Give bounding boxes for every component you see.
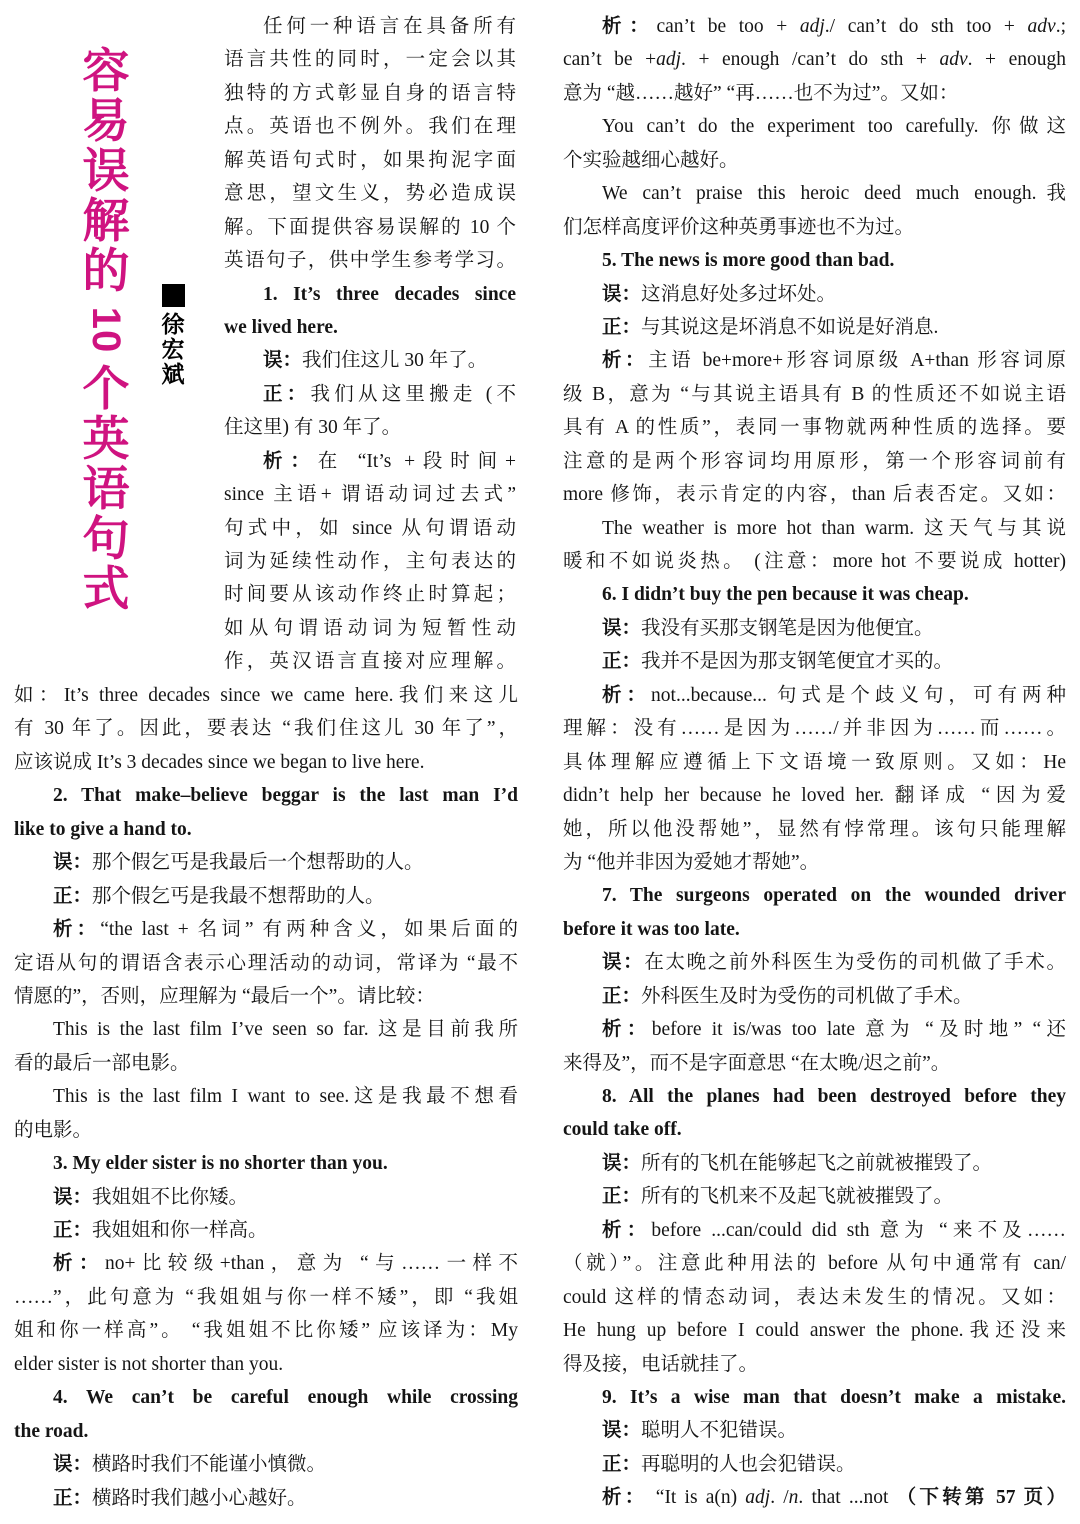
text: 理解：没有……是因为……/并非因为……而……。 <box>563 718 1066 740</box>
bold-text: before it was too late. <box>563 918 740 940</box>
text: 我没有买那支钢笔是因为他便宜。 <box>641 617 934 639</box>
bold-text: 4. We can’t be careful enough while crossing <box>53 1387 518 1409</box>
text: 具体理解应遵循上下文语境一致原则。又如：He <box>563 751 1066 773</box>
text-line <box>14 712 518 745</box>
text-line <box>14 779 518 812</box>
text-line <box>563 77 1066 110</box>
text-line <box>563 980 1066 1013</box>
title-char: 式 <box>82 562 130 615</box>
bold-text: 7. The surgeons operated on the wounded driver <box>602 885 1066 907</box>
text: 具有 A 的性质”，表同一事物就两种性质的选择。要 <box>563 417 1066 439</box>
author-square-marker-icon <box>162 284 185 307</box>
text: . / <box>770 1487 789 1509</box>
text: 那个假乞丐是我最后一个想帮助的人。 <box>92 852 424 874</box>
text: 与其说这是坏消息不如说是好消息. <box>641 316 939 338</box>
text-line <box>563 1281 1066 1314</box>
italic-text: adj <box>745 1487 771 1509</box>
text-line <box>224 177 516 210</box>
text: no+比较级+than，意为 “与……一样不 <box>104 1253 518 1275</box>
text: 暖和不如说炎热。 (注意：more hot 不要说成 hotter) <box>563 551 1066 572</box>
text: 横路时我们不能谨小慎微。 <box>92 1454 327 1476</box>
text: .; <box>1055 16 1066 37</box>
bold-text: 正： <box>263 383 311 405</box>
bold-text: 析： <box>602 1019 652 1041</box>
text-line <box>14 1080 518 1113</box>
text-line <box>224 578 516 611</box>
text-line <box>563 10 1066 43</box>
bold-text: 误： <box>602 1152 642 1174</box>
author-name-chars <box>162 312 185 387</box>
text: 应该说成 It’s 3 decades since we began to live here. <box>14 751 425 773</box>
bold-text: could take off. <box>563 1119 682 1141</box>
text: The weather is more hot than warm. 这天气与其说 <box>602 517 1066 539</box>
text-line <box>563 144 1066 177</box>
text-line <box>563 177 1066 210</box>
text: 英语句子，供中学生参考学习。 <box>224 250 516 272</box>
text: 我并不是因为那支钢笔便宜才买的。 <box>641 651 954 673</box>
text-line <box>14 880 518 913</box>
text: 那个假乞丐是我最不想帮助的人。 <box>92 885 385 907</box>
text-line <box>14 1214 518 1247</box>
text: . + enough <box>967 49 1066 71</box>
text-line <box>563 813 1066 846</box>
title-char: 10 <box>84 306 128 354</box>
text: 个实验越细心越好。 <box>563 149 739 171</box>
text: before ...can/could did sth 意为 “来不及…… <box>651 1219 1066 1241</box>
text-line <box>14 679 518 712</box>
bold-text: 误： <box>263 350 303 372</box>
text-line <box>224 43 516 76</box>
bold-text: 正： <box>53 1487 93 1509</box>
text: 如从句谓语动词为短暂性动 <box>224 617 516 639</box>
text-line <box>563 43 1066 76</box>
italic-text: adv <box>939 49 968 71</box>
text: 她，所以他没帮她”，显然有悖常理。该句只能理解 <box>563 818 1066 840</box>
text: 点。英语也不例外。我们在理 <box>224 116 516 138</box>
bold-text: 正： <box>53 885 93 907</box>
bold-text: like to give a hand to. <box>14 818 192 840</box>
text: 在太晚之前外科医生为受伤的司机做了手术。 <box>644 952 1066 974</box>
bold-text: 析： <box>602 1219 652 1241</box>
text-line <box>14 980 518 1013</box>
bold-text: 误： <box>602 617 642 639</box>
bold-text: 1. It’s three decades since <box>263 283 516 305</box>
text: 语言共性的同时，一定会以其 <box>224 49 516 71</box>
text-line <box>563 1448 1066 1481</box>
bold-text: 析： <box>602 684 652 706</box>
bold-text: 2. That make–believe beggar is the last man I’d <box>53 785 518 807</box>
text-line <box>563 378 1066 411</box>
text-line <box>224 311 516 344</box>
text-line <box>14 913 518 946</box>
text-line <box>563 1414 1066 1447</box>
title-char: 易 <box>82 94 130 147</box>
text-line <box>563 879 1066 912</box>
bold-text: 误： <box>53 1454 93 1476</box>
bold-text: 析： <box>602 1487 648 1509</box>
text: 独特的方式彰显自身的语言特 <box>224 82 516 104</box>
text: elder sister is not shorter than you. <box>14 1353 284 1375</box>
text: 横路时我们越小心越好。 <box>92 1487 307 1509</box>
text-line <box>563 311 1066 344</box>
bold-text: 误： <box>602 283 642 305</box>
text: since 主语+ 谓语动词过去式” <box>224 484 516 506</box>
text-line <box>563 244 1066 277</box>
italic-text: adj <box>799 16 825 37</box>
text-line <box>563 1147 1066 1180</box>
bold-text: 正： <box>53 1220 93 1241</box>
bold-text: 正： <box>602 651 642 673</box>
text: . + enough /can’t do sth + <box>681 49 940 71</box>
text: 级 B，意为 “与其说主语具有 B 的性质还不如说主语 <box>563 383 1066 405</box>
text: . that ...not <box>798 1487 897 1509</box>
text: 解英语句式时，如果拘泥字面 <box>224 149 516 171</box>
title-char: 的 <box>82 244 130 297</box>
text: 时间要从该动作终止时算起； <box>224 584 516 606</box>
text: 外科医生及时为受伤的司机做了手术。 <box>641 985 973 1007</box>
text: 这消息好处多过坏处。 <box>641 283 837 305</box>
bold-text: 析： <box>263 450 318 472</box>
right-column <box>563 10 1066 1515</box>
text-line <box>224 612 516 645</box>
bold-text: we lived here. <box>224 316 338 338</box>
text: 来得及”，而不是字面意思 “在太晚/迟之前”。 <box>563 1052 951 1074</box>
text-line <box>563 746 1066 779</box>
text: ……”，此句意为 “我姐姐与你一样不矮”，即 “我姐 <box>14 1286 518 1308</box>
text-line <box>14 1147 518 1180</box>
text: 所有的飞机来不及起飞就被摧毁了。 <box>641 1186 954 1208</box>
text-line <box>14 1013 518 1046</box>
text-line <box>14 1381 518 1414</box>
text-line <box>14 1314 518 1347</box>
title-char: 误 <box>82 144 130 197</box>
bold-text: 误： <box>602 952 645 974</box>
text: 的电影。 <box>14 1119 93 1141</box>
text: This is the last film I’ve seen so far. 这是目前我所 <box>53 1019 518 1041</box>
text-line <box>563 1381 1066 1414</box>
text: more 修饰，表示肯定的内容，than 后表否定。又如： <box>563 484 1066 506</box>
text-line <box>224 445 516 478</box>
text-line <box>224 77 516 110</box>
text-line <box>563 110 1066 143</box>
text-line <box>563 211 1066 244</box>
author-name-char: 宏 <box>161 336 185 362</box>
text-line <box>14 1047 518 1080</box>
text-line <box>563 645 1066 678</box>
text: 我们住这儿 30 年了。 <box>302 350 488 372</box>
text-line <box>563 1113 1066 1146</box>
text-line <box>563 445 1066 478</box>
text-line <box>563 578 1066 611</box>
text: 注意的是两个形容词均用原形，第一个形容词前有 <box>563 450 1066 472</box>
bold-text: 析： <box>53 1253 105 1275</box>
bold-text: 8. All the planes had been destroyed before they <box>602 1086 1066 1107</box>
bold-text: 3. My elder sister is no shorter than you. <box>53 1153 388 1175</box>
text: 句式中，如 since 从句谓语动 <box>224 517 516 539</box>
text-line <box>224 478 516 511</box>
bold-text: 析： <box>53 919 101 941</box>
text-line <box>14 1415 518 1448</box>
text: 解。下面提供容易误解的 10 个 <box>224 216 516 238</box>
title-char: 容 <box>82 44 130 97</box>
bold-text: 正： <box>602 316 642 338</box>
italic-text: adv <box>1027 16 1056 37</box>
text: 得及接，电话就挂了。 <box>563 1353 759 1375</box>
text-line <box>563 1314 1066 1347</box>
bold-text: 正： <box>602 1186 642 1208</box>
text-line <box>563 712 1066 745</box>
text: 有 30 年了。因此，要表达 “我们住这儿 30 年了”， <box>14 718 518 740</box>
title-char: 解 <box>82 194 130 247</box>
text-line <box>563 278 1066 311</box>
italic-text: n <box>788 1487 799 1509</box>
text-line <box>14 813 518 846</box>
bold-text: 误： <box>53 1186 93 1208</box>
text: 意思，望文生义，势必造成误 <box>224 183 516 205</box>
intro-column <box>224 10 516 679</box>
text-line <box>563 512 1066 545</box>
text-line <box>563 545 1066 578</box>
text: 们怎样高度评价这种英勇事迹也不为过。 <box>563 216 915 238</box>
text: 情愿的”，否则，应理解为 “最后一个”。请比较： <box>14 985 435 1007</box>
text: 聪明人不犯错误。 <box>641 1420 798 1442</box>
text: not...because... 句式是个歧义句，可有两种 <box>651 684 1066 706</box>
text: 我们从这里搬走 (不 <box>310 383 516 405</box>
text: could 这样的情态动词，表达未发生的情况。又如： <box>563 1286 1066 1308</box>
text: 定语从句的谓语含表示心理活动的动词，常译为 “最不 <box>14 952 518 974</box>
text-line <box>224 512 516 545</box>
left-column-body <box>14 679 518 1515</box>
title-char: 语 <box>82 462 130 515</box>
bold-text: 误： <box>53 852 93 874</box>
text-line <box>563 478 1066 511</box>
text-line <box>224 645 516 678</box>
text-line <box>563 344 1066 377</box>
text: can’t be too + <box>656 16 800 37</box>
text-line <box>563 946 1066 979</box>
text-line <box>224 411 516 444</box>
text-line <box>224 244 516 277</box>
text: “the last + 名词” 有两种含义，如果后面的 <box>100 919 518 941</box>
text: He hung up before I could answer the phone.我还没来 <box>563 1320 1066 1342</box>
text-line <box>563 1013 1066 1046</box>
bold-text: 析： <box>602 350 649 372</box>
text-line <box>563 846 1066 879</box>
text: didn’t help her because he loved her. 翻译成 “因为爱 <box>563 785 1066 807</box>
text: （就）”。注意此种用法的 before 从句中通常有 can/ <box>563 1253 1066 1275</box>
text-line <box>224 211 516 244</box>
author-name-char: 斌 <box>161 361 185 387</box>
italic-text: adj <box>656 49 682 71</box>
text: 作，英汉语言直接对应理解。 <box>224 651 516 673</box>
text: You can’t do the experiment too carefully. 你做这 <box>602 116 1066 138</box>
text: 我姐姐和你一样高。 <box>92 1220 268 1241</box>
title-char: 英 <box>82 412 130 465</box>
text-line <box>14 947 518 980</box>
title-char: 句 <box>82 512 130 565</box>
text: 任何一种语言在具备所有 <box>263 16 516 37</box>
text: 再聪明的人也会犯错误。 <box>641 1453 856 1475</box>
text-line <box>224 545 516 578</box>
text-line <box>563 1180 1066 1213</box>
text-line <box>563 1080 1066 1113</box>
text-line <box>563 1247 1066 1280</box>
author-byline <box>158 284 188 387</box>
text: 姐和你一样高”。 “我姐姐不比你矮” 应该译为：My <box>14 1320 518 1342</box>
text-line <box>563 679 1066 712</box>
text: before it is/was too late 意为 “及时地” “还 <box>651 1019 1066 1041</box>
title-char: 个 <box>82 362 130 415</box>
text: “It is a(n) <box>647 1487 746 1509</box>
bold-text: 正： <box>602 1453 642 1475</box>
bold-text: （下转第 57 页） <box>896 1487 1066 1509</box>
text-line <box>563 1481 1066 1514</box>
text: 意为 “越……越好” “再……也不为过”。又如： <box>563 82 959 104</box>
bold-text: 9. It’s a wise man that doesn’t make a mistake. <box>602 1386 1066 1408</box>
bold-text: the road. <box>14 1420 89 1442</box>
author-name-char: 徐 <box>161 311 185 337</box>
text: 看的最后一部电影。 <box>14 1052 190 1074</box>
text: 我姐姐不比你矮。 <box>92 1186 249 1208</box>
text-line <box>563 1214 1066 1247</box>
text-line <box>563 1348 1066 1381</box>
text: 词为延续性动作，主句表达的 <box>224 551 516 572</box>
text-line <box>14 846 518 879</box>
text: 主语 be+more+形容词原级 A+than 形容词原 <box>648 350 1066 372</box>
text-line <box>563 779 1066 812</box>
text-line <box>224 344 516 377</box>
text-line <box>563 612 1066 645</box>
text: This is the last film I want to see.这是我最不想看 <box>53 1086 518 1108</box>
text: It’s three decades since we came here.我们来这儿 <box>63 685 518 706</box>
article-title-vertical <box>74 46 138 614</box>
text-line <box>224 110 516 143</box>
text-line <box>563 913 1066 946</box>
text-line <box>563 1047 1066 1080</box>
text-line <box>14 1247 518 1280</box>
text-line <box>14 1114 518 1147</box>
text-line <box>563 411 1066 444</box>
text-line <box>14 1181 518 1214</box>
bold-text: 析： <box>602 16 657 37</box>
text-line <box>224 10 516 43</box>
bold-text: 误： <box>602 1420 642 1442</box>
text: 住这里) 有 30 年了。 <box>224 417 402 439</box>
text: 如： <box>14 685 64 706</box>
text: can’t be + <box>563 49 657 71</box>
text-line <box>14 1482 518 1515</box>
text-line <box>14 1348 518 1381</box>
text-line <box>14 746 518 779</box>
text-line <box>14 1448 518 1481</box>
text: ./ can’t do sth too + <box>824 16 1028 37</box>
text-line <box>224 144 516 177</box>
text-line <box>14 1281 518 1314</box>
text: We can’t praise this heroic deed much enough.我 <box>602 183 1066 205</box>
text-line <box>224 278 516 311</box>
text: 为 “他并非因为爱她才帮她”。 <box>563 851 820 873</box>
text: 在 “It’s +段时间+ <box>317 450 516 472</box>
text-line <box>224 378 516 411</box>
bold-text: 正： <box>602 985 642 1007</box>
bold-text: 5. The news is more good than bad. <box>602 250 895 272</box>
bold-text: 6. I didn’t buy the pen because it was cheap. <box>602 584 969 606</box>
text: 所有的飞机在能够起飞之前就被摧毁了。 <box>641 1152 993 1174</box>
